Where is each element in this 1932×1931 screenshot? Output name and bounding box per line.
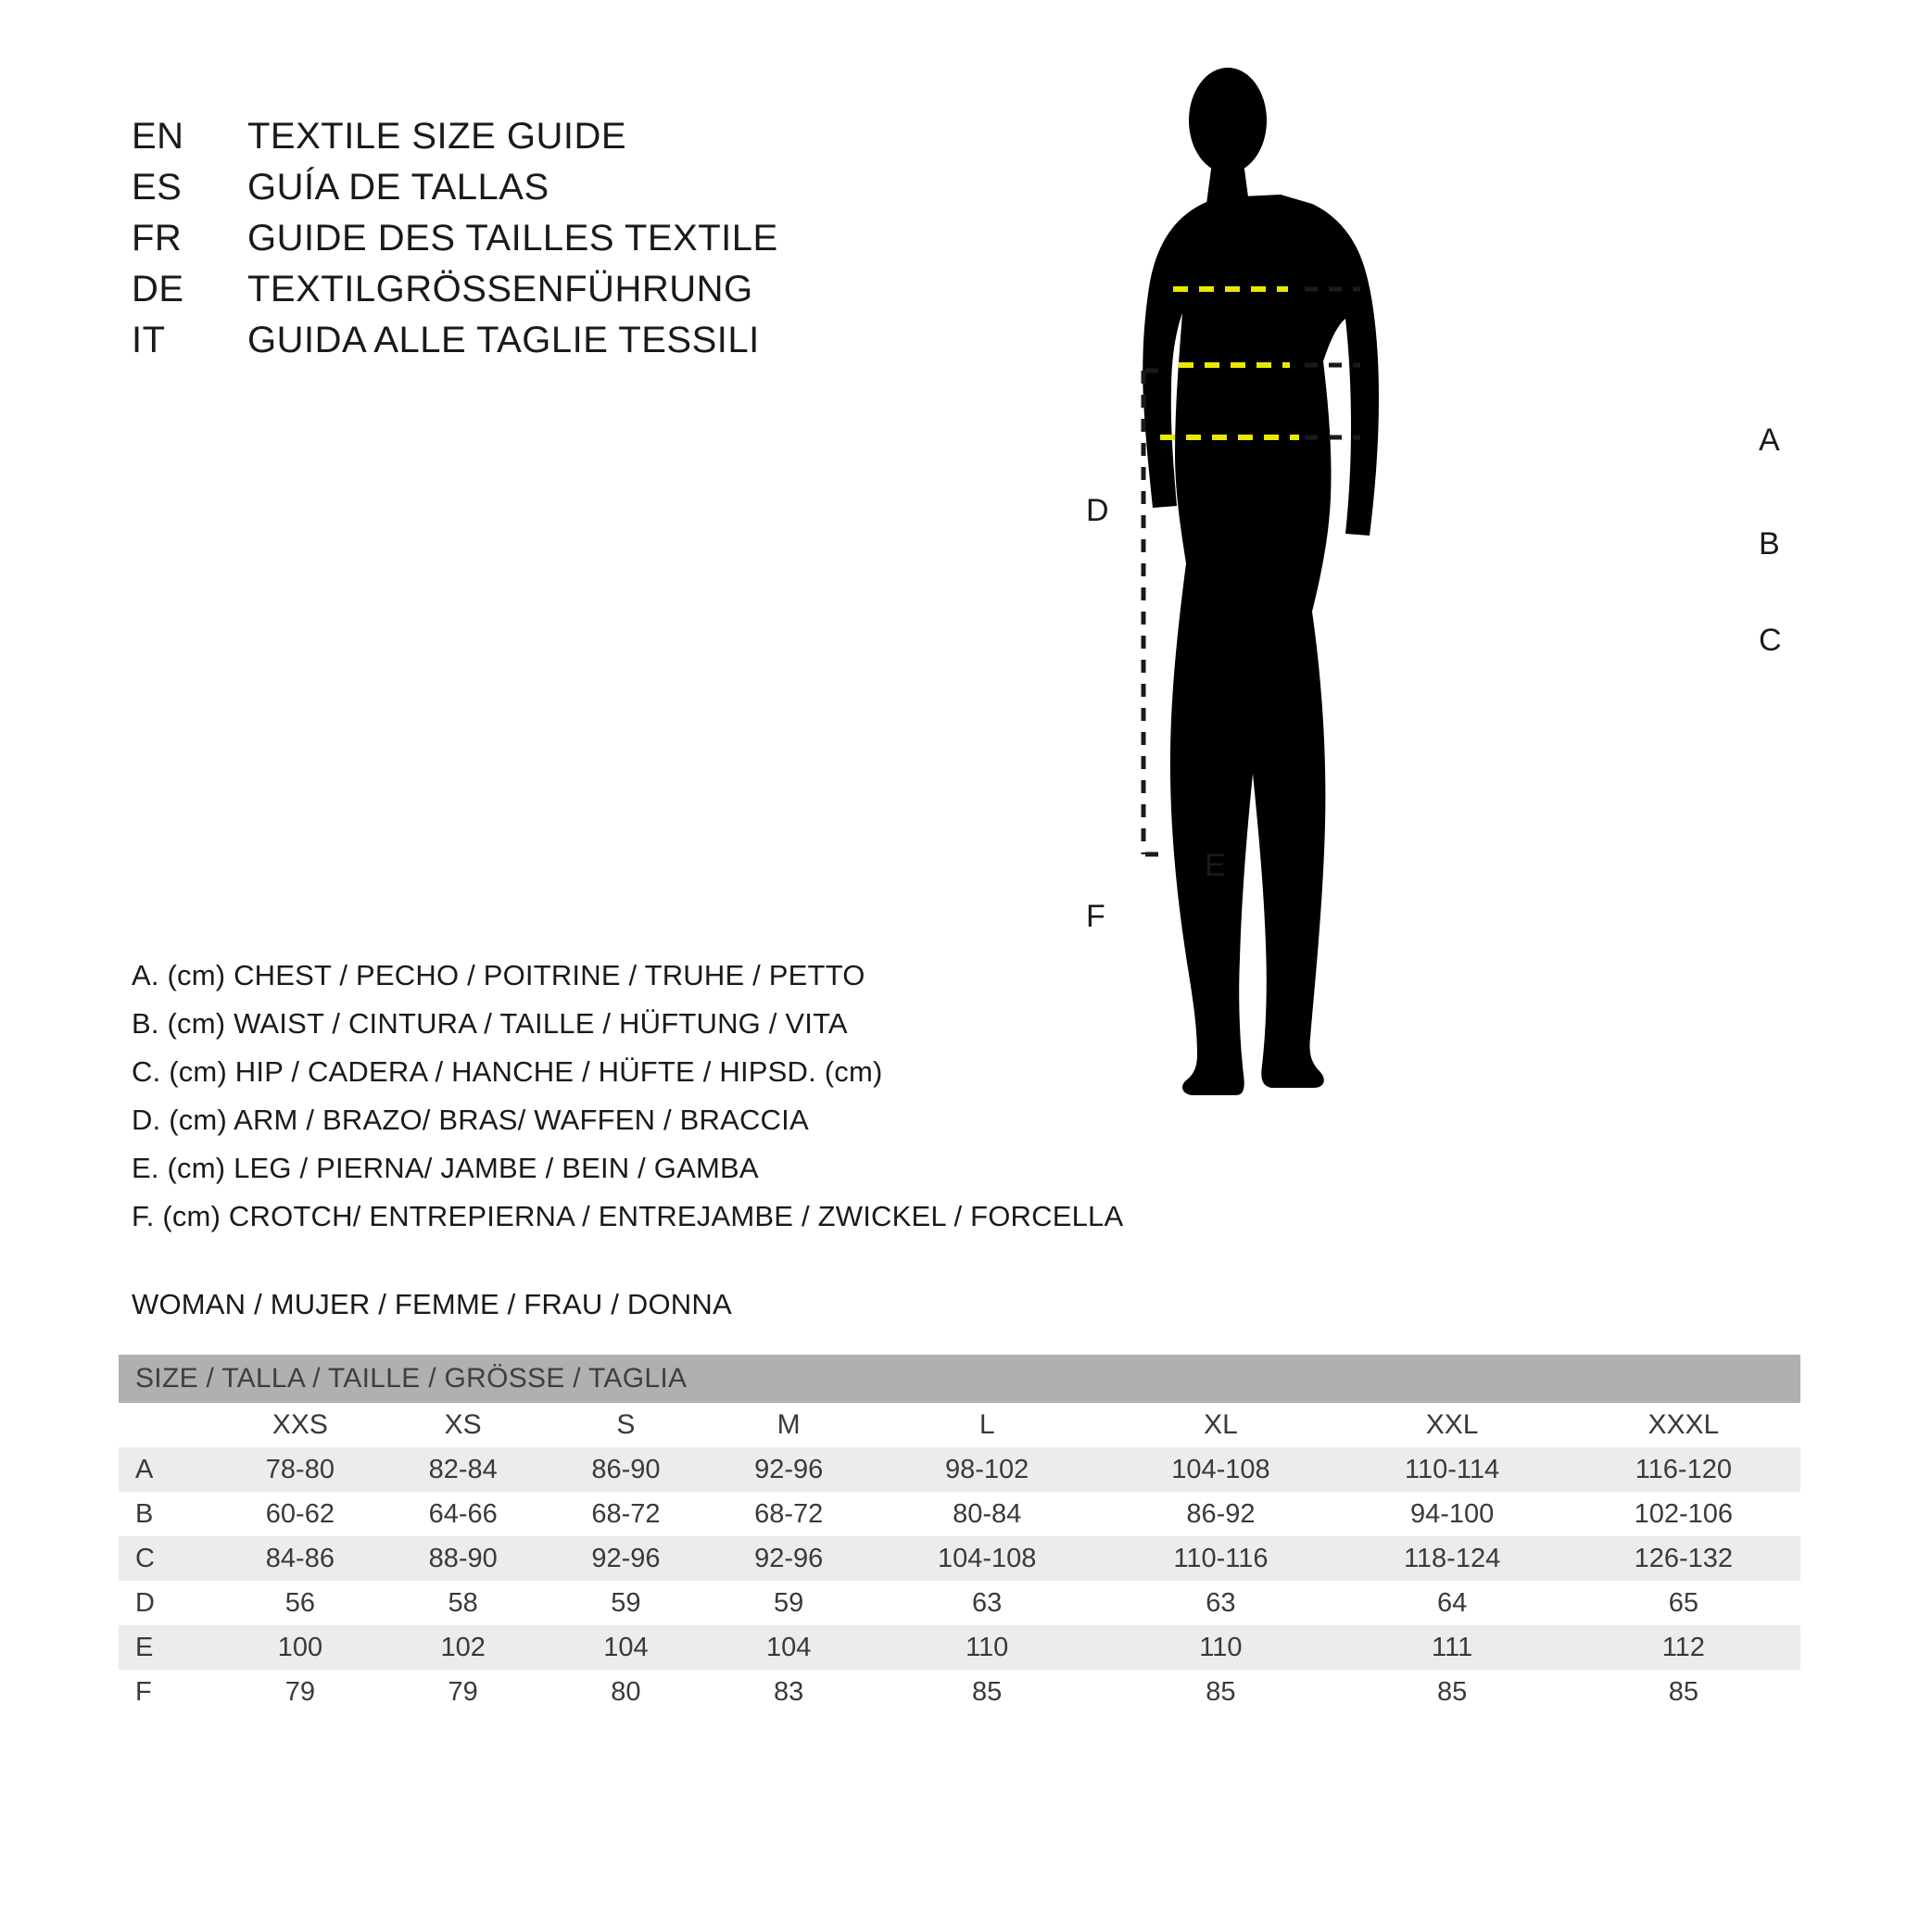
table-cell: 118-124 [1403, 1543, 1501, 1573]
table-cell: 85 [972, 1676, 1003, 1707]
table-cell: 92-96 [754, 1454, 824, 1484]
table-cell: 126-132 [1634, 1543, 1734, 1573]
title-row [132, 320, 778, 371]
table-cell: 111 [1432, 1632, 1473, 1662]
table-cell: 78-80 [265, 1454, 335, 1484]
table-cell: 100 [277, 1632, 323, 1662]
table-cell: 110 [966, 1632, 1009, 1662]
table-cell: 94-100 [1409, 1498, 1495, 1529]
table-row-label: A [135, 1454, 154, 1484]
woman-silhouette-icon [1143, 68, 1379, 1095]
legend-item-b: B. (cm) WAIST / CINTURA / TAILLE / HÜFTUNG / VITA [132, 1007, 848, 1040]
table-cell: 104-108 [1171, 1454, 1270, 1484]
table-cell: 80-84 [953, 1498, 1022, 1529]
table-cell: 88-90 [428, 1543, 498, 1573]
legend-item-f: F. (cm) CROTCH/ ENTREPIERNA / ENTREJAMBE / ZWICKEL / FORCELLA [132, 1200, 1124, 1232]
table-cell: 63 [1206, 1587, 1236, 1618]
title-lang-text: GUÍA DE TALLAS [247, 167, 549, 208]
table-cell: 102 [440, 1632, 486, 1662]
table-row-label: C [135, 1543, 155, 1573]
title-lang-code: DE [132, 269, 184, 309]
title-row [132, 269, 778, 320]
table-cell: 102-106 [1634, 1498, 1734, 1529]
figure-svg [1140, 56, 1807, 1214]
marker-label-a: A [1759, 423, 1780, 458]
table-cell: 65 [1668, 1587, 1698, 1618]
title-row [132, 218, 778, 269]
table-cell: 82-84 [428, 1454, 498, 1484]
table-banner-row [119, 1355, 1800, 1403]
table-cell: 68-72 [591, 1498, 661, 1529]
table-col-header: XXXL [1648, 1409, 1720, 1440]
table-banner: SIZE / TALLA / TAILLE / GRÖSSE / TAGLIA [119, 1355, 1800, 1403]
title-lang-code: EN [132, 116, 184, 157]
table-col-header: XXL [1425, 1409, 1479, 1440]
marker-label-f: F [1086, 899, 1105, 934]
title-lang-text: TEXTILE SIZE GUIDE [247, 116, 627, 157]
table-col-header: XS [444, 1409, 482, 1440]
marker-label-c: C [1759, 623, 1782, 658]
legend-item-d: D. (cm) ARM / BRAZO/ BRAS/ WAFFEN / BRACCIA [132, 1104, 809, 1136]
table-row [119, 1625, 1800, 1670]
table-cell: 80 [611, 1676, 641, 1707]
table-cell: 58 [448, 1587, 478, 1618]
marker-label-b: B [1759, 526, 1780, 562]
table-cell: 64 [1436, 1587, 1468, 1618]
size-table [119, 1355, 1800, 1714]
table-row-label: E [135, 1632, 154, 1662]
table-cell: 85 [1206, 1676, 1236, 1707]
table-col-header: XL [1204, 1409, 1238, 1440]
title-lang-code: FR [132, 218, 183, 259]
table-cell: 92-96 [591, 1543, 661, 1573]
table-cell: 83 [774, 1676, 804, 1707]
table-cell: 110-116 [1173, 1543, 1269, 1573]
title-lang-text: GUIDA ALLE TAGLIE TESSILI [247, 320, 760, 360]
title-row [132, 167, 778, 218]
table-cell: 85 [1436, 1676, 1468, 1707]
table-cell: 56 [284, 1587, 316, 1618]
legend-item-c: C. (cm) HIP / CADERA / HANCHE / HÜFTE / HIPSD. (cm) [132, 1055, 883, 1088]
table-cell: 63 [972, 1587, 1003, 1618]
table-row [119, 1492, 1800, 1536]
table-cell: 86-90 [591, 1454, 661, 1484]
section-label-woman: WOMAN / MUJER / FEMME / FRAU / DONNA [132, 1288, 732, 1320]
table-row-label: B [135, 1498, 154, 1529]
table-row-label: D [135, 1587, 155, 1618]
title-lang-text: TEXTILGRÖSSENFÜHRUNG [247, 269, 753, 309]
title-lang-code: ES [132, 167, 183, 208]
table-cell: 104 [765, 1632, 812, 1662]
title-block [132, 116, 778, 371]
table-cell: 116-120 [1635, 1454, 1732, 1484]
legend-item-a: A. (cm) CHEST / PECHO / POITRINE / TRUHE / PETTO [132, 959, 865, 991]
table-cell: 84-86 [265, 1543, 335, 1573]
table-row [119, 1536, 1800, 1581]
marker-label-d: D [1086, 493, 1109, 528]
table-cell: 110-114 [1405, 1454, 1500, 1484]
table-row [119, 1670, 1800, 1714]
legend-block [132, 959, 1123, 1248]
table-col-header: M [777, 1409, 801, 1440]
table-cell: 85 [1668, 1676, 1698, 1707]
table-cell: 60-62 [265, 1498, 335, 1529]
table-cell: 64-66 [428, 1498, 498, 1529]
table-cell: 112 [1661, 1632, 1705, 1662]
marker-label-e: E [1205, 848, 1226, 883]
table-header-row [119, 1403, 1800, 1447]
table-cell: 104 [603, 1632, 649, 1662]
table-cell: 59 [774, 1587, 804, 1618]
table-col-header: L [979, 1409, 995, 1440]
table-col-header [119, 1403, 219, 1447]
table-cell: 86-92 [1186, 1498, 1256, 1529]
table-row-label: F [135, 1676, 152, 1707]
table-row [119, 1447, 1800, 1492]
table-cell: 68-72 [754, 1498, 824, 1529]
table-cell: 110 [1199, 1632, 1243, 1662]
table-cell: 98-102 [945, 1454, 1029, 1484]
title-lang-code: IT [132, 320, 166, 360]
table-col-header: XXS [271, 1409, 328, 1440]
title-lang-text: GUIDE DES TAILLES TEXTILE [247, 218, 778, 259]
table-cell: 59 [611, 1587, 641, 1618]
table-cell: 92-96 [754, 1543, 824, 1573]
legend-item-e: E. (cm) LEG / PIERNA/ JAMBE / BEIN / GAMBA [132, 1152, 759, 1184]
table-cell: 79 [448, 1676, 478, 1707]
table-cell: 79 [284, 1676, 316, 1707]
table-col-header: S [616, 1409, 636, 1440]
table-cell: 104-108 [937, 1543, 1037, 1573]
measurement-figure [1086, 56, 1807, 1214]
title-row [132, 116, 778, 167]
table-row [119, 1581, 1800, 1625]
